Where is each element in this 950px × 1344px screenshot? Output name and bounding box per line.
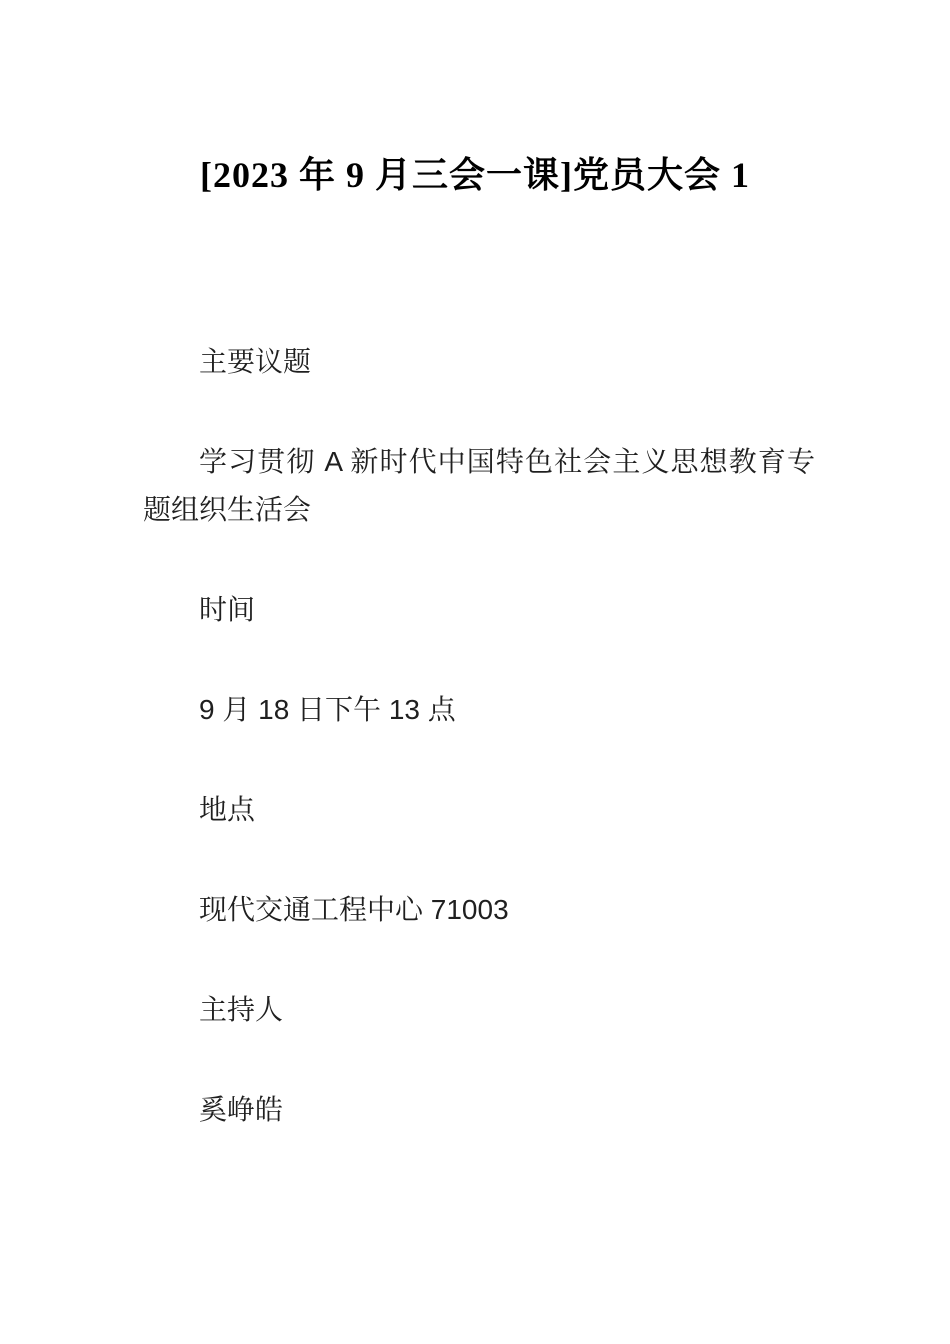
paragraph-time-value: 9 月 18 日下午 13 点 (199, 694, 456, 725)
paragraph-time-label: 时间 (199, 594, 256, 625)
paragraph-main-topic-label: 主要议题 (199, 346, 312, 377)
paragraph-main-topic-value: 学习贯彻 A 新时代中国特色社会主义思想教育专题组织生活会 (143, 446, 815, 525)
paragraph-location-label: 地点 (199, 794, 256, 825)
paragraph-host-label: 主持人 (199, 994, 284, 1025)
paragraph-host-value: 奚峥皓 (199, 1094, 284, 1125)
document-body (143, 338, 815, 1134)
paragraph-location-value: 现代交通工程中心 71003 (199, 894, 509, 925)
document-title: [2023 年 9 月三会一课]党员大会 1 (200, 155, 750, 195)
